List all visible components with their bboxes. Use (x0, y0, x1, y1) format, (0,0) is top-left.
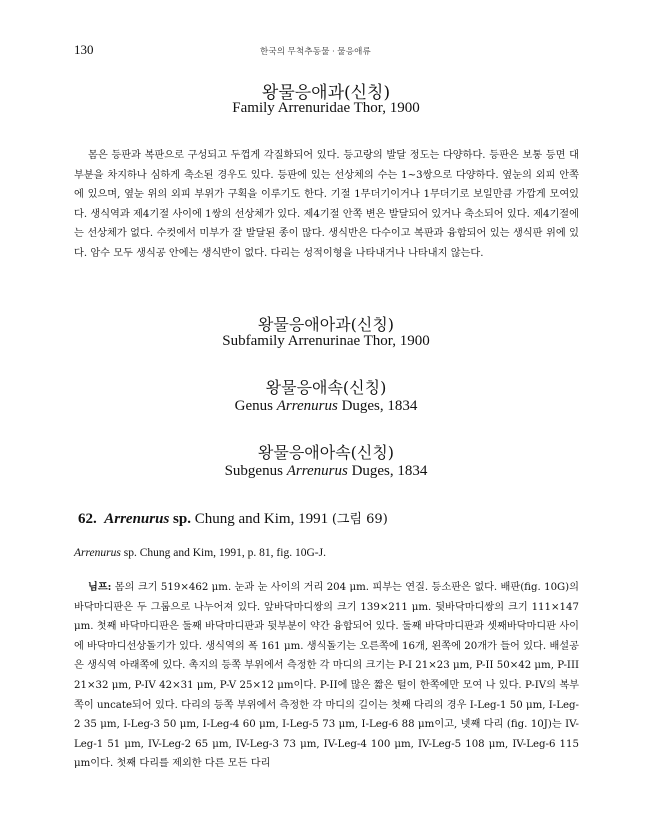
running-head: 한국의 무척추동물 · 물응애류 (260, 46, 371, 56)
genus-title-english (0, 398, 652, 415)
family-title-english: Family Arrenuridae Thor, 1900 (232, 100, 420, 116)
citation-genus: Arrenurus (74, 547, 121, 559)
species-epithet: sp. (173, 511, 191, 527)
genus-prefix: Genus (234, 398, 277, 414)
species-heading (78, 508, 388, 528)
citation-text: sp. Chung and Kim, 1991, p. 81, fig. 10G-J. (120, 547, 326, 559)
genus-name: Arrenurus (276, 398, 338, 414)
family-title-korean: 왕물응애과(신칭) (261, 83, 391, 103)
page-number: 130 (74, 42, 94, 57)
genus-authority: Duges, 1834 (337, 398, 418, 414)
subgenus-authority: Duges, 1834 (347, 463, 428, 479)
species-number: 62. (78, 511, 97, 527)
species-authority: Chung and Kim, 1991 (194, 511, 329, 527)
family-description: 몸은 등판과 복판으로 구성되고 두껍게 각질화되어 있다. 등고랑의 발달 정도는 다양하다. 등판은 보통 등면 대부분을 차지하나 심하게 축소된 경우도 있다. 등판에 있는 선상체의 수는 1~3쌍으로 다양하다. 옆눈의 외피 안쪽에 있으며, 옆눈 위의 외피 부위가 구획을 이루기도 한다. 기절 1무더기이거나 1무더기로 보일만큼 가깝게 모여있다. 생식역과 제4기절 사이에 1쌍의 선상체가 있다. 제4기절 안쪽 변은 발달되어 있거나 축소되어 있다. 제4기절에는 선상체가 없다. 수컷에서 미부가 잘 발달된 종이 많다. 생식반은 다수이고 복판과 융합되어 있는 생식판 위에 있다. 암수 모두 생식공 안에는 생식반이 없다. 다리는 성적이형을 나타내거나 나타내지 않는다. (74, 150, 579, 259)
subgenus-name: Arrenurus (286, 463, 348, 479)
subgenus-title-korean: 왕물응애아속(신칭) (257, 443, 395, 462)
nymph-description (74, 578, 579, 774)
subgenus-prefix: Subgenus (224, 463, 287, 479)
subfamily-title-english: Subfamily Arrenurinae Thor, 1900 (222, 333, 430, 349)
genus-title-korean: 왕물응애속(신칭) (265, 378, 387, 397)
species-genus: Arrenurus (104, 511, 170, 527)
subgenus-title-english (0, 463, 652, 480)
species-citation (74, 547, 326, 559)
nymph-text: 몸의 크기 519×462 μm. 눈과 눈 사이의 거리 204 μm. 피부는 연질. 등소판은 없다. 배판(fig. 10G)의 바닥마디판은 두 그룹으로 나누어져 있다. 앞바닥마디쌍의 크기 139×211 μm. 뒷바닥마디쌍의 크기 111×147 μm. 첫째 바닥마디판은 둘째 바닥마디판과 뒷부분이 약간 융합되어 있다. 둘째 바닥마디판과 셋째바닥마디판 사이에 바닥마디선상돌기가 있다. 생식역의 폭 161 μm. 생식돌기는 오른쪽에 16개, 왼쪽에 20개가 들어 있다. 배설공은 생식역 아래쪽에 있다. 촉지의 등쪽 부위에서 측정한 각 마디의 크기는 P-I 21×23 μm, P-II 50×42 μm, P-III 21×32 μm, P-IV 42×31 μm, P-V 25×12 μm이다. P-II에 많은 짧은 털이 한쪽에만 모여 나 있다. P-IV의 복부쪽이 uncate되어 있다. 다리의 등쪽 부위에서 측정한 각 마디의 길이는 첫째 다리의 경우 I-Leg-1 50 μm, I-Leg-2 35 μm, I-Leg-3 50 μm, I-Leg-4 60 μm, I-Leg-5 73 μm, I-Leg-6 88 μm이고, 넷째 다리 (fig. 10J)는 IV-Leg-1 51 μm, IV-Leg-2 65 μm, IV-Leg-3 73 μm, IV-Leg-4 100 μm, IV-Leg-5 108 μm, IV-Leg-6 115 μm이다. 첫째 다리를 제외한 다른 모든 다리 (74, 582, 580, 770)
subfamily-title-korean: 왕물응애아과(신칭) (257, 315, 395, 334)
nymph-label: 님프: (88, 581, 112, 593)
species-figure-ref: (그림 69) (331, 512, 388, 527)
